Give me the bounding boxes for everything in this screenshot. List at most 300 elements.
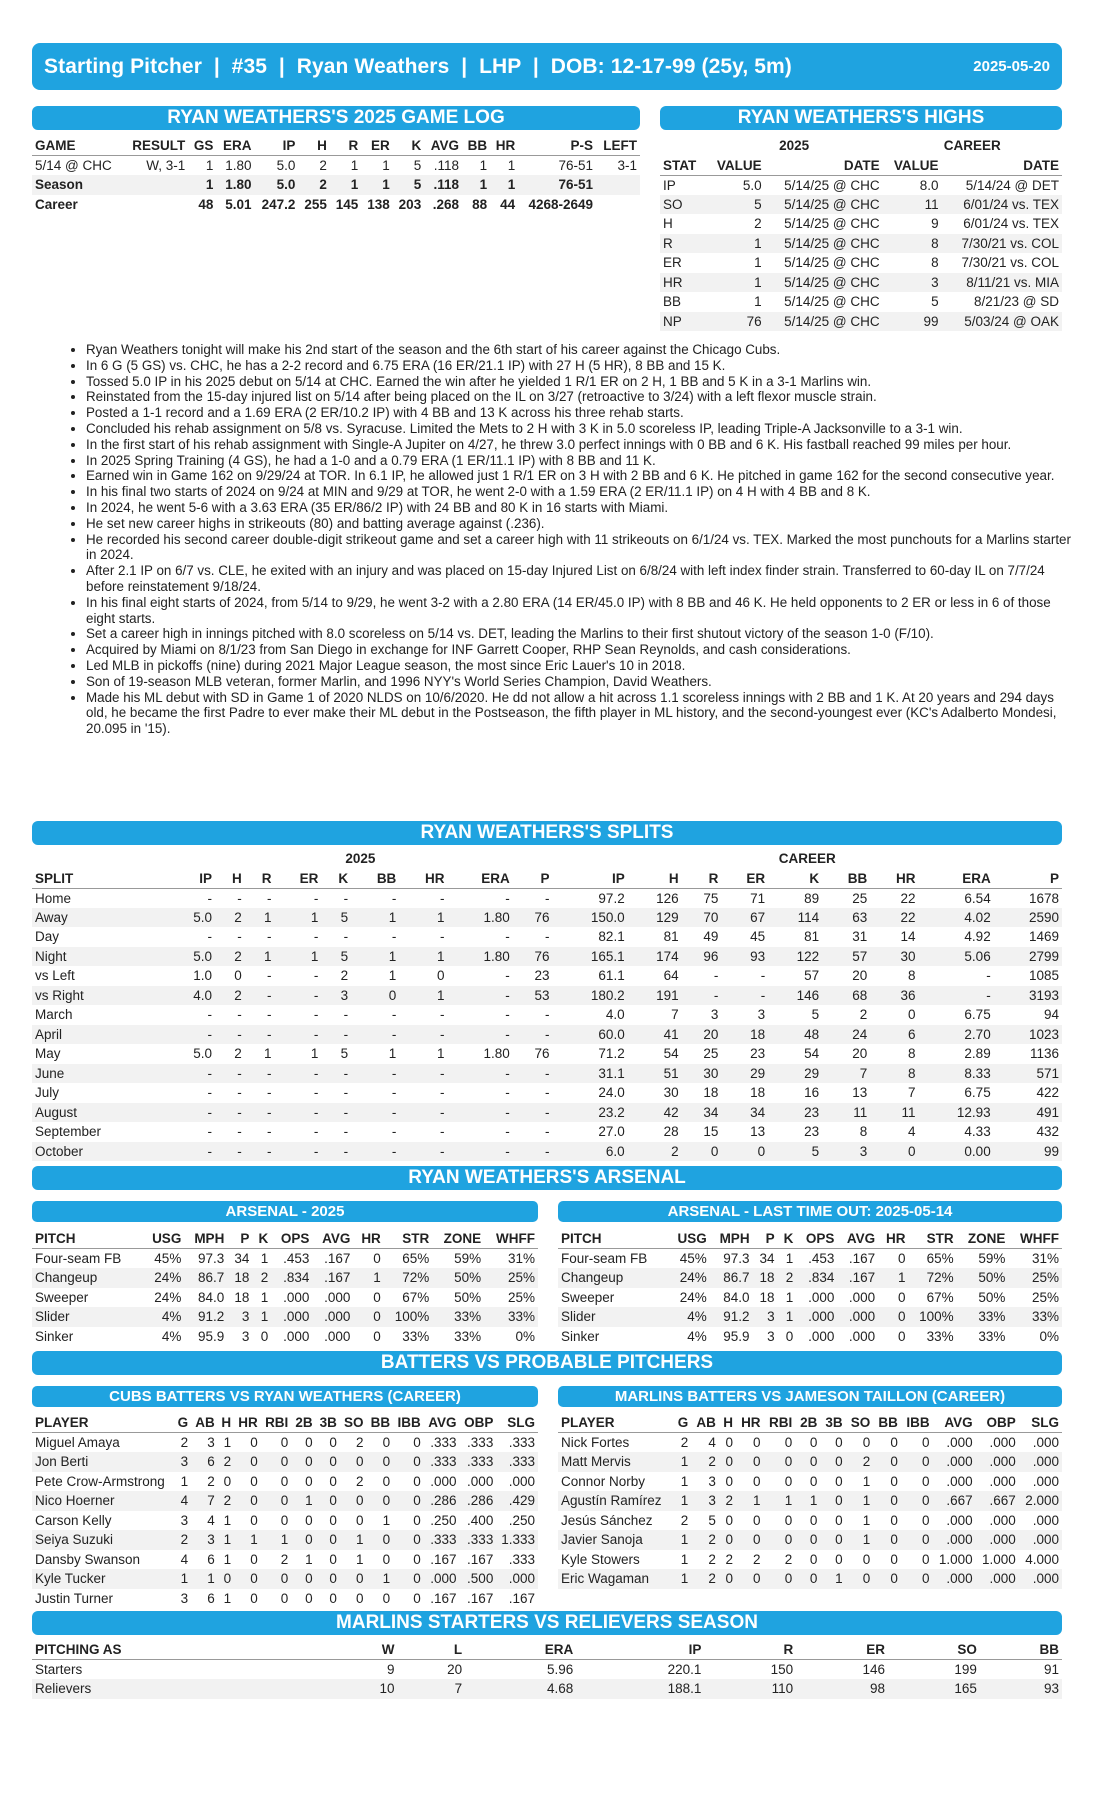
table-cell: 11	[870, 1103, 918, 1123]
table-cell: 14	[900, 929, 916, 945]
table-cell: W, 3-1	[146, 158, 186, 173]
table-cell: 1	[260, 1251, 269, 1266]
table-cell: 2	[691, 1452, 719, 1472]
column-header: DATE	[765, 156, 883, 176]
table-row	[32, 1589, 538, 1609]
header-row	[558, 1229, 1062, 1249]
table-cell: 0	[340, 1569, 367, 1589]
table-cell: .167	[508, 1590, 535, 1606]
table-cell: 0	[340, 1491, 367, 1511]
table-cell: 23	[534, 968, 550, 984]
column-header: AVG	[837, 1229, 878, 1249]
table-cell: 0	[809, 1473, 818, 1489]
table-cell: 50%	[978, 1289, 1006, 1305]
table-cell: 0	[753, 1435, 761, 1450]
table-cell: 0	[878, 1307, 908, 1327]
table-cell: .000	[796, 1307, 837, 1327]
table-cell: 4.92	[964, 929, 991, 945]
table-cell: .167	[467, 1590, 494, 1606]
table-cell: 1136	[1029, 1046, 1059, 1062]
table-cell: Jesús Sánchez	[561, 1512, 653, 1528]
table-cell: 20	[447, 1662, 463, 1677]
note-item: • He set new career highs in strikeouts (80) and batting average against (.236).	[86, 516, 1076, 532]
table-row	[32, 195, 640, 215]
table-cell: 2	[280, 1551, 289, 1567]
table-cell: .000	[1032, 1435, 1059, 1450]
table-cell: -	[391, 1085, 397, 1101]
table-cell: .333	[424, 1452, 460, 1472]
table-cell: 0	[291, 1569, 315, 1589]
table-cell: .000	[1019, 1452, 1062, 1472]
table-cell: 3-1	[617, 158, 637, 173]
table-cell: 1	[820, 1569, 845, 1589]
table-cell: 3	[883, 273, 942, 293]
table-cell	[596, 195, 640, 215]
table-cell: 1	[862, 1512, 871, 1528]
table-cell: 1	[436, 1046, 445, 1062]
table-cell: .834	[271, 1268, 312, 1288]
table-cell: 1	[223, 1512, 232, 1528]
header-row	[558, 1413, 1062, 1433]
column-header: BB	[822, 869, 870, 889]
column-header: PLAYER	[558, 1413, 673, 1433]
table-cell: Four-seam FB	[561, 1251, 648, 1266]
table-cell: 2	[691, 1530, 719, 1550]
table-row	[32, 1103, 1062, 1123]
table-cell: 34	[682, 1103, 722, 1123]
table-cell: 45%	[679, 1251, 707, 1266]
table-cell: .333	[508, 1435, 535, 1450]
table-cell: 5/14/25 @ CHC	[784, 255, 880, 271]
table-cell: 0	[373, 1251, 381, 1266]
table-cell: 1	[388, 1046, 397, 1062]
table-cell: Sinker	[561, 1328, 600, 1344]
table-cell: 2	[215, 986, 245, 1006]
table-cell: -	[313, 1007, 319, 1023]
marlins-batters-header: MARLINS BATTERS VS JAMESON TAILLON (CAREER)	[558, 1386, 1062, 1407]
table-row	[32, 908, 1062, 928]
table-cell: 12.93	[918, 1103, 993, 1123]
arsenal-2025-header: ARSENAL - 2025	[32, 1201, 538, 1222]
table-cell: 4%	[161, 1328, 182, 1344]
table-cell: -	[351, 1142, 399, 1162]
table-cell: -	[168, 1025, 215, 1045]
column-header: OBP	[460, 1413, 497, 1433]
table-cell: 5	[706, 195, 765, 215]
table-cell: -	[505, 929, 510, 945]
table-cell: .000	[508, 1473, 535, 1489]
table-cell: -	[440, 1124, 445, 1140]
table-cell: 96	[682, 947, 722, 967]
table-cell: -	[391, 929, 397, 945]
table-cell: 0	[291, 1452, 315, 1472]
table-cell: -	[215, 1103, 245, 1123]
table-cell: 86.7	[184, 1268, 227, 1288]
table-row	[32, 1064, 1062, 1084]
gamelog-header: RYAN WEATHERS'S 2025 GAME LOG	[32, 106, 640, 130]
table-cell: 3	[753, 1307, 778, 1327]
table-cell: 0	[305, 1512, 313, 1528]
table-cell: 3193	[994, 986, 1062, 1006]
table-cell: 20	[682, 1025, 722, 1045]
table-cell: -	[448, 1025, 513, 1045]
table-cell: -	[351, 1025, 399, 1045]
table-cell: 0	[316, 1491, 340, 1511]
table-cell: 0	[218, 1569, 234, 1589]
table-cell: 61.1	[598, 968, 625, 984]
table-cell: 18	[753, 1268, 778, 1288]
table-cell: 180.2	[552, 986, 627, 1006]
column-header: BB	[351, 869, 399, 889]
table-cell: 3	[757, 1007, 766, 1023]
table-cell: 1	[361, 175, 392, 195]
table-cell: 8	[859, 1124, 868, 1140]
table-cell: .333	[430, 1435, 457, 1450]
note-item: • Tossed 5.0 IP in his 2025 debut on 5/14 at CHC. Earned the win after he yielded 1 R/1 ER on 2 H, 1 BB and 5 K in a 3-1 Marlins win.	[86, 374, 1076, 390]
table-cell: 5.01	[225, 196, 252, 212]
table-cell: August	[32, 1103, 168, 1123]
table-cell	[123, 195, 188, 215]
table-cell: 50%	[957, 1268, 1009, 1288]
table-cell: 48	[768, 1025, 822, 1045]
table-cell: 1	[367, 1569, 394, 1589]
table-cell: -	[275, 1103, 322, 1123]
table-cell: 203	[398, 196, 422, 212]
table-cell: .000	[989, 1435, 1016, 1450]
table-cell: 0	[250, 1590, 258, 1606]
table-cell: 8.0	[919, 177, 939, 193]
table-cell: -	[215, 1064, 245, 1084]
table-cell: 1	[223, 1435, 232, 1450]
table-cell: .000	[324, 1289, 351, 1305]
table-cell: Four-seam FB	[35, 1251, 122, 1266]
column-header: G	[673, 1413, 691, 1433]
table-cell: 0	[901, 1530, 933, 1550]
table-cell: -	[513, 1103, 553, 1123]
table-cell: 114	[768, 908, 822, 928]
note-item: • Posted a 1-1 record and a 1.69 ERA (2 ER/10.2 IP) with 4 BB and 13 K across his three rehab starts.	[86, 405, 1076, 421]
table-cell: 41	[628, 1025, 682, 1045]
table-cell: .000	[271, 1307, 312, 1327]
table-cell: 7/30/21 vs. COL	[961, 255, 1059, 271]
table-cell: -	[215, 1142, 245, 1162]
table-cell: 1.0	[193, 968, 213, 984]
table-cell: .167	[467, 1551, 494, 1567]
table-cell: .000	[848, 1289, 876, 1305]
table-cell: 4.000	[1025, 1551, 1059, 1567]
table-cell: 1.80	[216, 175, 254, 195]
table-cell: 0	[340, 1452, 367, 1472]
table-cell: 0	[280, 1435, 289, 1450]
table-cell: 0	[862, 1435, 871, 1450]
table-cell: 93	[721, 947, 768, 967]
table-cell: 4	[180, 1551, 189, 1567]
group-label: 2025	[779, 138, 810, 154]
column-header: RBI	[261, 1413, 292, 1433]
note-item: • In 2025 Spring Training (4 GS), he had a 1-0 and a 0.79 ERA (1 ER/11.1 IP) with 8 BB and 11 K.	[86, 453, 1076, 469]
table-cell: 5/14/25 @ CHC	[784, 177, 880, 193]
table-cell: .000	[976, 1569, 1019, 1589]
table-cell: 0	[356, 1512, 364, 1528]
table-cell: 0	[764, 1452, 796, 1472]
column-header: K	[778, 1229, 797, 1249]
column-header: STR	[908, 1229, 956, 1249]
table-cell: 150	[770, 1662, 794, 1677]
table-cell: 5.0	[168, 947, 215, 967]
table-cell: 1	[673, 1491, 691, 1511]
table-cell: 0	[329, 1551, 337, 1567]
table-cell: 2.000	[1019, 1491, 1062, 1511]
table-cell: 2	[691, 1569, 719, 1589]
table-cell: 57	[822, 947, 870, 967]
table-cell: 25%	[484, 1268, 538, 1288]
table-cell: 1085	[1028, 968, 1059, 984]
table-cell: 5.96	[546, 1662, 574, 1677]
table-cell: 2799	[994, 947, 1062, 967]
table-cell: .118	[433, 158, 459, 173]
table-cell: 50%	[454, 1289, 482, 1305]
note-item: • In his final two starts of 2024 on 9/24 at MIN and 9/29 at TOR, he went 2-0 with a 1.59 ERA (2 ER/11.1 IP) on 4 H with 4 BB and 8 K.	[86, 484, 1076, 500]
table-cell: .167	[430, 1590, 457, 1606]
column-header: H	[215, 869, 245, 889]
table-cell: .167	[324, 1251, 351, 1266]
table-cell: 5/14/25 @ CHC	[784, 216, 880, 232]
table-cell: 23	[750, 1046, 766, 1062]
table-cell: 5	[708, 1512, 716, 1528]
table-cell: 6	[207, 1551, 215, 1567]
table-cell: 6	[207, 1590, 215, 1606]
table-cell: 1	[680, 1473, 689, 1489]
table-cell: -	[391, 1124, 397, 1140]
table-cell: Dansby Swanson	[35, 1551, 141, 1567]
table-cell: .667	[976, 1491, 1019, 1511]
table-row	[32, 1569, 538, 1589]
table-row	[32, 1249, 538, 1269]
column-header: R	[704, 1640, 796, 1660]
table-cell: 1	[764, 1491, 796, 1511]
table-cell: 0	[736, 1530, 764, 1550]
table-cell: 0	[353, 1307, 383, 1327]
table-cell: -	[682, 986, 722, 1006]
table-cell: 2	[298, 175, 329, 195]
table-cell: 1.000	[981, 1551, 1016, 1567]
table-cell: -	[399, 1142, 447, 1162]
table-cell: 3	[241, 1328, 250, 1344]
table-cell: 0	[820, 1491, 845, 1511]
table-cell: 0	[393, 1569, 424, 1589]
column-header: R	[682, 869, 722, 889]
table-cell: 6/01/24 vs. TEX	[942, 195, 1062, 215]
table-cell: -	[448, 1142, 513, 1162]
column-header: ERA	[465, 1640, 576, 1660]
table-cell: .000	[933, 1530, 976, 1550]
column-header: OBP	[976, 1413, 1019, 1433]
table-cell: 1	[736, 1491, 764, 1511]
table-row	[32, 1491, 538, 1511]
table-cell: 0	[316, 1530, 340, 1550]
table-cell: Nico Hoerner	[32, 1491, 174, 1511]
table-cell: -	[343, 929, 349, 945]
table-row	[558, 1511, 1062, 1531]
table-cell: -	[313, 1124, 319, 1140]
table-cell: -	[505, 1124, 510, 1140]
table-cell: -	[168, 1142, 215, 1162]
table-cell: 1	[479, 158, 488, 173]
table-cell: 93	[980, 1679, 1062, 1699]
table-cell: .000	[808, 1289, 835, 1305]
table-cell: 0	[261, 1491, 292, 1511]
column-header: W	[330, 1640, 398, 1660]
table-cell: 7	[671, 1007, 679, 1023]
table-cell: 0	[351, 986, 399, 1006]
table-cell: HR	[660, 273, 706, 293]
table-cell: 0	[382, 1590, 391, 1606]
table-cell: -	[245, 1064, 275, 1084]
table-cell: -	[215, 1025, 245, 1045]
table-cell: 0	[250, 1435, 258, 1450]
table-cell: 20	[852, 1046, 868, 1062]
table-cell: 59%	[454, 1251, 482, 1266]
table-cell: 6.75	[964, 1085, 991, 1101]
table-cell: 57	[804, 968, 820, 984]
table-cell: 2	[628, 1142, 682, 1162]
note-item: • Reinstated from the 15-day injured list on 5/14 after being placed on the IL on 3/27 (retroactive to 3/24) with a left flexor muscle strain.	[86, 389, 1076, 405]
table-cell: 0	[280, 1590, 289, 1606]
table-cell: 63	[822, 908, 870, 928]
table-row	[32, 1530, 538, 1550]
column-header: USG	[668, 1229, 710, 1249]
table-cell: .000	[496, 1569, 538, 1589]
table-cell: 0	[413, 1473, 421, 1489]
column-header: K	[321, 869, 351, 889]
table-row	[558, 1288, 1062, 1308]
column-header: ERA	[448, 869, 513, 889]
table-cell: 1	[305, 1551, 313, 1567]
table-cell: April	[32, 1025, 168, 1045]
table-cell: .333	[424, 1530, 460, 1550]
table-cell: vs Left	[35, 968, 75, 984]
column-header: OPS	[796, 1229, 837, 1249]
note-item: • Acquired by Miami on 8/1/23 from San Diego in exchange for INF Garrett Cooper, RHP Sean Reynolds, and cash considerations.	[86, 642, 1076, 658]
table-row	[32, 947, 1062, 967]
column-header: BB	[367, 1413, 394, 1433]
table-cell: 0	[682, 1142, 722, 1162]
table-cell: 150.0	[552, 908, 627, 928]
table-cell: -	[440, 1007, 445, 1023]
table-cell: -	[267, 1085, 272, 1101]
column-header: SLG	[496, 1413, 538, 1433]
table-cell: Eric Wagaman	[558, 1569, 673, 1589]
table-cell: 1	[356, 1551, 364, 1567]
table-cell: 0	[329, 1590, 337, 1606]
table-cell: 4.02	[918, 908, 993, 928]
table-cell: -	[267, 968, 272, 984]
table-cell: 51	[628, 1064, 682, 1084]
column-header: IBB	[393, 1413, 424, 1433]
table-cell: -	[918, 986, 993, 1006]
table-cell: 0	[922, 1435, 930, 1450]
table-cell: .000	[808, 1328, 835, 1344]
table-cell: 3	[207, 1435, 215, 1450]
table-cell: 0	[873, 1491, 901, 1511]
table-cell: .000	[467, 1473, 494, 1489]
table-row	[32, 986, 1062, 1006]
table-cell: 91.2	[710, 1307, 753, 1327]
table-row	[32, 1268, 538, 1288]
table-cell: .250	[430, 1512, 457, 1528]
table-cell: 24	[822, 1025, 870, 1045]
table-cell: 1	[507, 158, 516, 173]
table-cell: 2	[234, 1046, 242, 1062]
table-cell: 0	[719, 1452, 736, 1472]
column-header: IBB	[901, 1413, 933, 1433]
table-cell: 2	[356, 1473, 364, 1489]
table-cell: 33%	[957, 1307, 1009, 1327]
column-header: STR	[384, 1229, 432, 1249]
table-cell: 1	[785, 1251, 794, 1266]
table-cell: Relievers	[32, 1679, 330, 1699]
table-cell: 1	[706, 273, 765, 293]
table-cell: 18	[750, 1085, 766, 1101]
table-cell: -	[321, 1142, 351, 1162]
table-cell: -	[313, 1085, 319, 1101]
banner-title: Starting Pitcher | #35 | Ryan Weathers | LHP | DOB: 12-17-99 (25y, 5m)	[44, 54, 792, 78]
table-cell: 27.0	[598, 1124, 625, 1140]
table-row	[32, 1679, 1062, 1699]
table-row	[32, 1142, 1062, 1162]
table-cell: 0	[764, 1530, 796, 1550]
table-cell: .453	[283, 1251, 310, 1266]
table-row	[32, 156, 640, 176]
table-cell: 9	[386, 1662, 395, 1677]
table-cell: 91	[1043, 1662, 1059, 1677]
table-cell: Miguel Amaya	[35, 1435, 120, 1450]
table-cell: Slider	[558, 1307, 668, 1327]
table-cell: 0	[413, 1512, 421, 1528]
table-row	[660, 312, 1062, 332]
table-cell: 4	[907, 1124, 916, 1140]
table-cell: 146	[862, 1662, 886, 1677]
table-cell: 0	[890, 1551, 898, 1567]
table-cell: 1	[382, 158, 390, 173]
table-cell: 15	[703, 1124, 719, 1140]
table-row	[558, 1530, 1062, 1550]
table-cell: 0	[785, 1328, 794, 1344]
group-label	[32, 849, 168, 869]
table-cell: -	[505, 1085, 510, 1101]
table-cell: .167	[430, 1551, 457, 1567]
table-cell: Kyle Stowers	[561, 1551, 640, 1567]
table-cell: 0	[784, 1473, 793, 1489]
table-cell: 18	[234, 1289, 250, 1305]
table-cell: .167	[848, 1251, 876, 1266]
header-row	[32, 1229, 538, 1249]
table-cell: -	[391, 890, 397, 906]
table-row	[32, 1044, 1062, 1064]
table-cell: 191	[628, 986, 682, 1006]
table-cell: .333	[508, 1551, 535, 1567]
table-cell: 7	[822, 1064, 870, 1084]
table-cell: .333	[467, 1435, 494, 1450]
table-cell: 0	[835, 1435, 843, 1450]
table-cell: 18	[227, 1268, 252, 1288]
table-cell: 0.00	[918, 1142, 993, 1162]
table-cell: 76	[534, 1046, 550, 1062]
table-cell: 13	[852, 1085, 868, 1101]
table-cell: 5	[413, 158, 422, 173]
table-cell: 0	[721, 1142, 768, 1162]
staff-header: MARLINS STARTERS VS RELIEVERS SEASON	[32, 1611, 1062, 1635]
